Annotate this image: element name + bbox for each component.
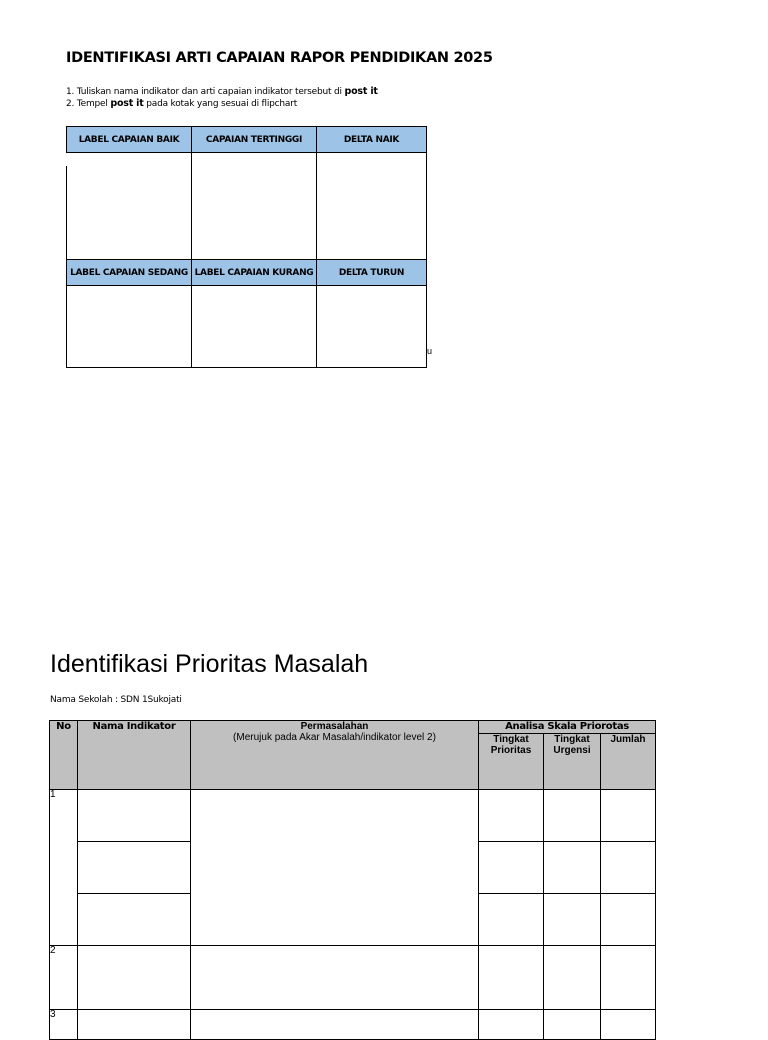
page-title: IDENTIFIKASI ARTI CAPAIAN RAPOR PENDIDIKAN 2025 bbox=[66, 50, 493, 66]
cell-delta-naik[interactable] bbox=[317, 153, 427, 260]
header-tingkat-prioritas: Tingkat Prioritas bbox=[479, 734, 544, 790]
cell-nama-indikator[interactable] bbox=[78, 946, 191, 1010]
cell-jumlah[interactable] bbox=[601, 842, 656, 894]
cell-tingkat-urgensi[interactable] bbox=[544, 894, 601, 946]
header-capaian-tertinggi: CAPAIAN TERTINGGI bbox=[192, 127, 317, 153]
cell-jumlah[interactable] bbox=[601, 790, 656, 842]
cell-tingkat-prioritas[interactable] bbox=[479, 946, 544, 1010]
instruction-1: 1. Tuliskan nama indikator dan arti capaian indikator tersebut di post it bbox=[66, 86, 378, 97]
header-no: No bbox=[50, 721, 78, 790]
header-delta-turun: DELTA TURUN bbox=[317, 260, 427, 286]
row-number: 1 bbox=[50, 790, 78, 946]
cell-tingkat-urgensi[interactable] bbox=[544, 842, 601, 894]
left-border-segment bbox=[66, 166, 67, 260]
school-name: Nama Sekolah : SDN 1Sukojati bbox=[50, 695, 182, 705]
cell-permasalahan[interactable] bbox=[191, 1010, 479, 1040]
permasalahan-title: Permasalahan bbox=[300, 721, 369, 732]
cell-permasalahan[interactable] bbox=[191, 790, 479, 946]
cell-jumlah[interactable] bbox=[601, 946, 656, 1010]
row-number: 3 bbox=[50, 1010, 78, 1040]
cell-tingkat-urgensi[interactable] bbox=[544, 790, 601, 842]
cell-capaian-kurang[interactable] bbox=[192, 286, 317, 368]
cell-delta-turun[interactable] bbox=[317, 286, 427, 368]
header-tingkat-urgensi: Tingkat Urgensi bbox=[544, 734, 601, 790]
cell-tingkat-prioritas[interactable] bbox=[479, 894, 544, 946]
header-nama-indikator: Nama Indikator bbox=[78, 721, 191, 790]
cell-tingkat-urgensi[interactable] bbox=[544, 1010, 601, 1040]
cell-capaian-tertinggi[interactable] bbox=[192, 153, 317, 260]
cell-nama-indikator[interactable] bbox=[78, 1010, 191, 1040]
cell-tingkat-prioritas[interactable] bbox=[479, 790, 544, 842]
header-label-capaian-baik: LABEL CAPAIAN BAIK bbox=[67, 127, 192, 153]
stray-character: u bbox=[427, 346, 433, 356]
cell-tingkat-urgensi[interactable] bbox=[544, 946, 601, 1010]
cell-capaian-baik[interactable] bbox=[67, 153, 192, 260]
cell-jumlah[interactable] bbox=[601, 1010, 656, 1040]
cell-capaian-sedang[interactable] bbox=[67, 286, 192, 368]
cell-nama-indikator[interactable] bbox=[78, 842, 191, 894]
cell-tingkat-prioritas[interactable] bbox=[479, 1010, 544, 1040]
permasalahan-subtitle: (Merujuk pada Akar Masalah/indikator level 2) bbox=[233, 732, 436, 743]
header-jumlah: Jumlah bbox=[601, 734, 656, 790]
cell-jumlah[interactable] bbox=[601, 894, 656, 946]
cell-nama-indikator[interactable] bbox=[78, 790, 191, 842]
cell-tingkat-prioritas[interactable] bbox=[479, 842, 544, 894]
capaian-table bbox=[66, 126, 427, 368]
header-label-capaian-kurang: LABEL CAPAIAN KURANG bbox=[192, 260, 317, 286]
instruction-2: 2. Tempel post it pada kotak yang sesuai di flipchart bbox=[66, 98, 298, 109]
cell-nama-indikator[interactable] bbox=[78, 894, 191, 946]
header-permasalahan bbox=[191, 721, 479, 790]
priority-table bbox=[49, 720, 656, 1040]
header-analisa-skala: Analisa Skala Priorotas bbox=[479, 721, 656, 734]
section-title: Identifikasi Prioritas Masalah bbox=[50, 650, 369, 678]
header-delta-naik: DELTA NAIK bbox=[317, 127, 427, 153]
row-number: 2 bbox=[50, 946, 78, 1010]
cell-permasalahan[interactable] bbox=[191, 946, 479, 1010]
header-label-capaian-sedang: LABEL CAPAIAN SEDANG bbox=[67, 260, 192, 286]
